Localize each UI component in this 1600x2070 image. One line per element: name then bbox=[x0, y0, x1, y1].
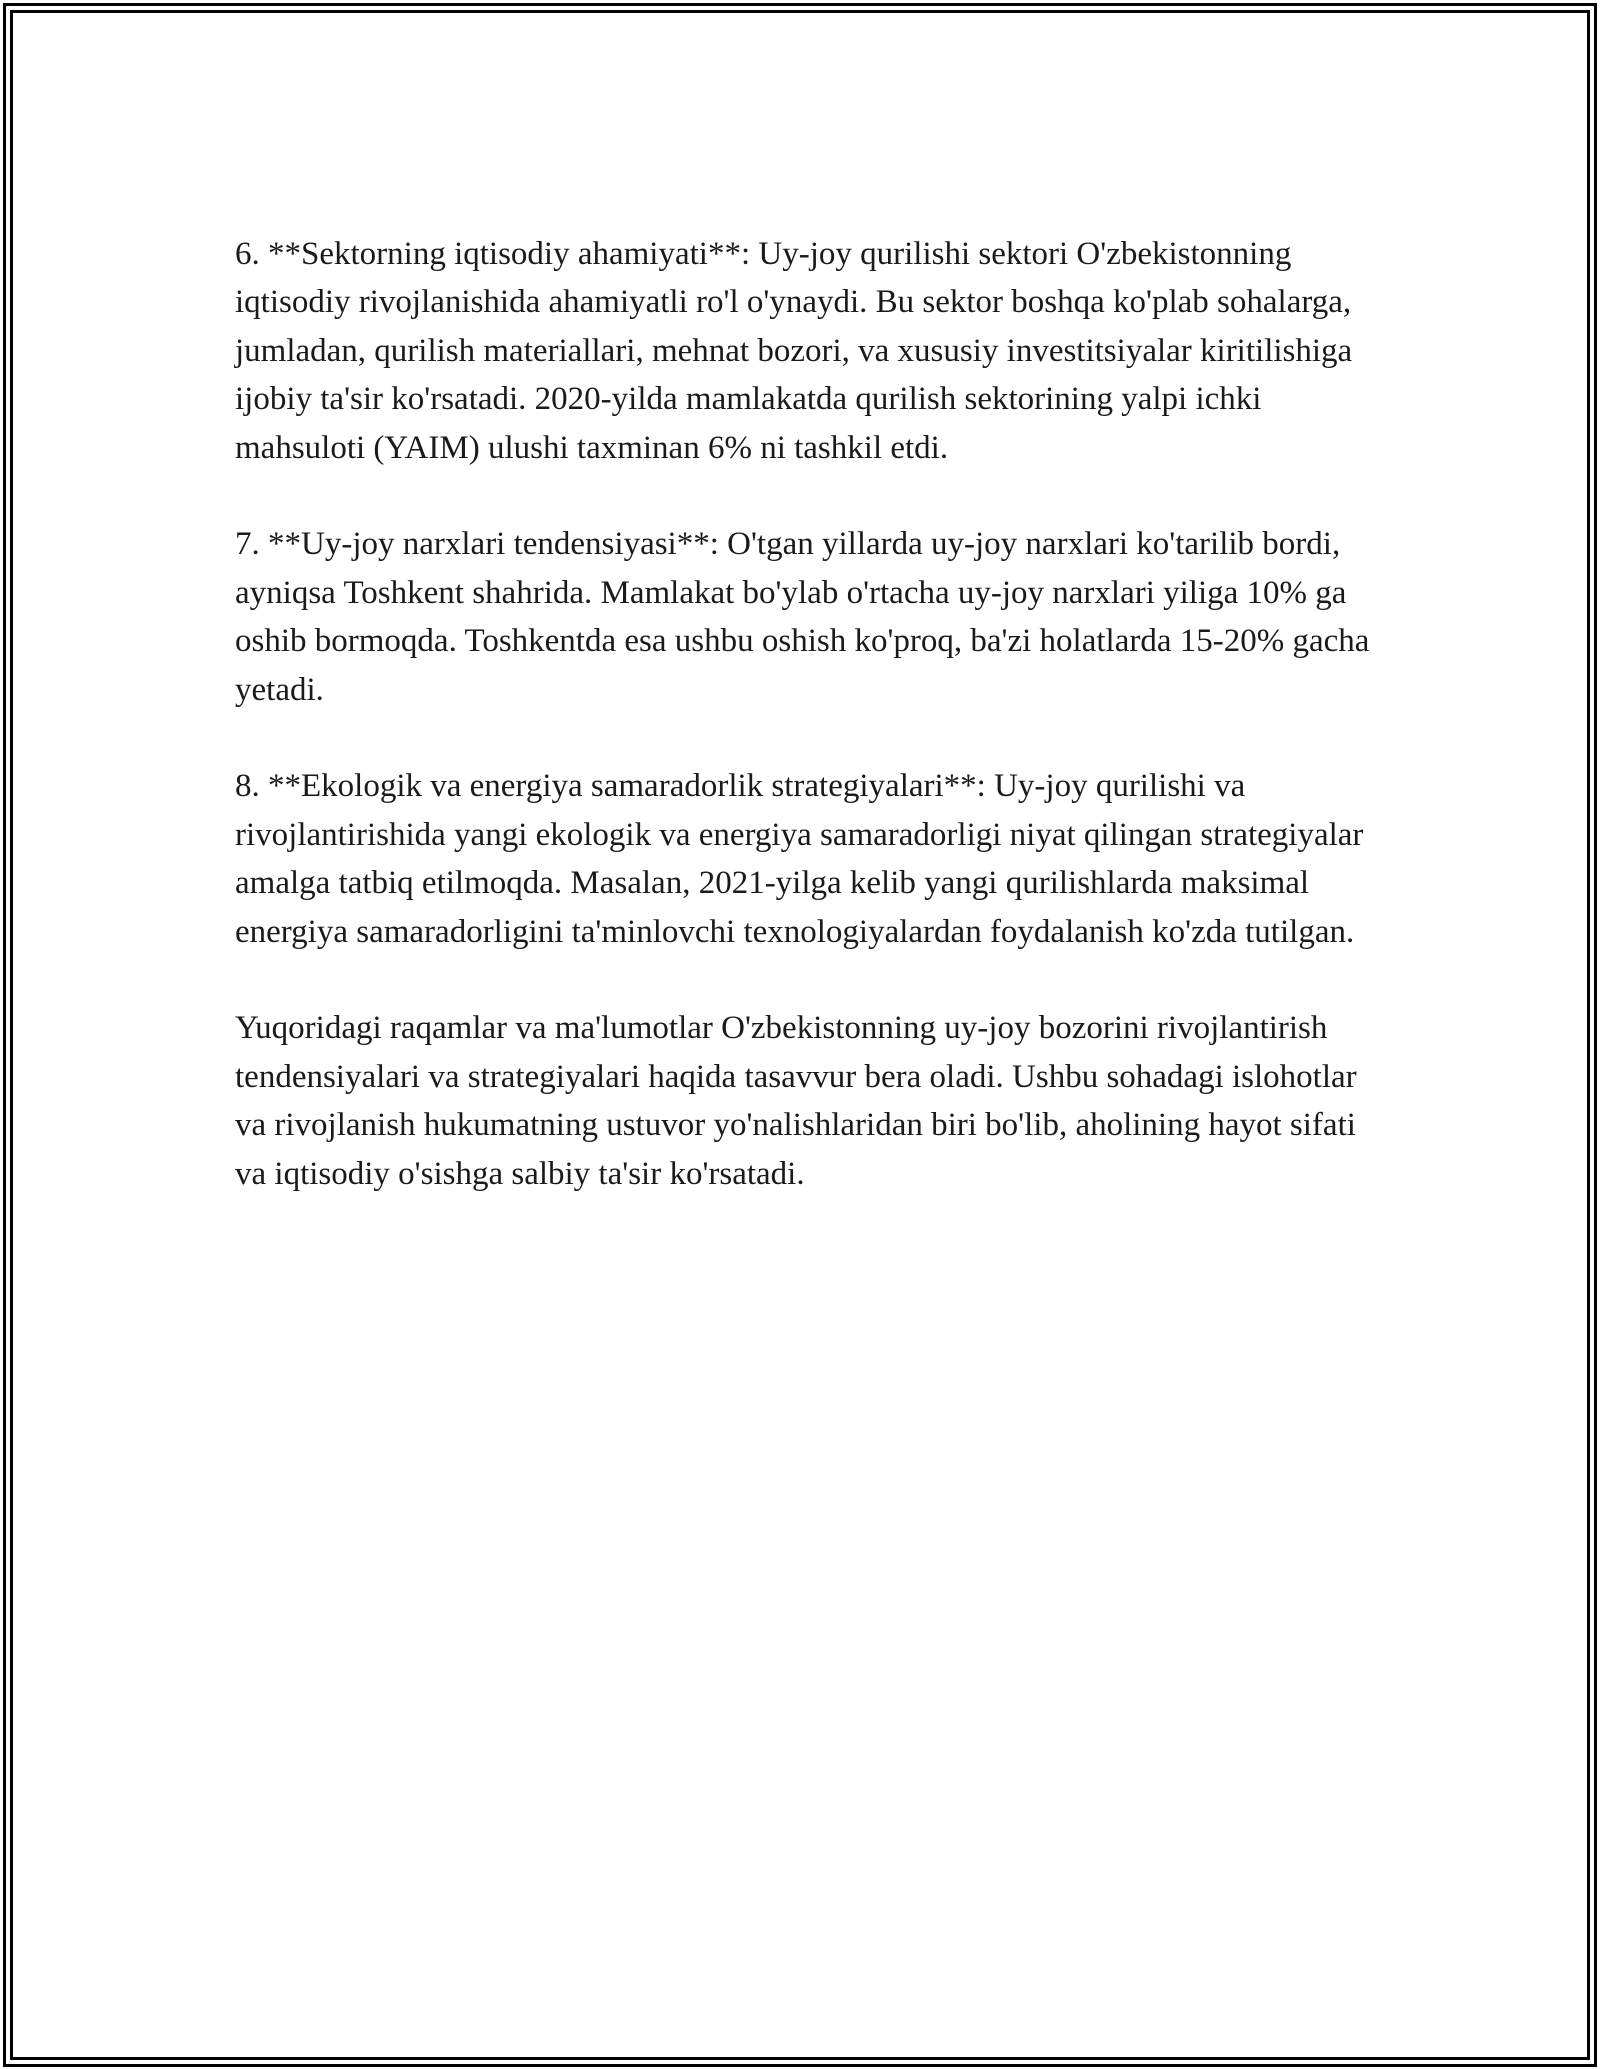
paragraph-conclusion: Yuqoridagi raqamlar va ma'lumotlar O'zbekistonning uy-joy bozorini rivojlantirish tendensiyalari va strategiyalari haqida tasavvur bera oladi. Ushbu sohadagi islohotlar va rivojlanish hukumatning ustuvor yo'nalishlaridan biri bo'lib, aholining hayot sifati va iqtisodiy o'sishga salbiy ta'sir ko'rsatadi. bbox=[235, 1010, 1357, 1192]
paragraph-housing-price-trend: 7. **Uy-joy narxlari tendensiyasi**: O'tgan yillarda uy-joy narxlari ko'tarilib bordi, ayniqsa Toshkent shahrida. Mamlakat bo'ylab o'rtacha uy-joy narxlari yiliga 10% ga oshib bormoqda. Toshkentda esa ushbu oshish ko'proq, ba'zi holatlarda 15-20% gacha yetadi. bbox=[235, 526, 1370, 708]
paragraph-ecological-energy-strategies: 8. **Ekologik va energiya samaradorlik strategiyalari**: Uy-joy qurilishi va rivojlantirishida yangi ekologik va energiya samaradorligi niyat qilingan strategiyalar amalga tatbiq etilmoqda. Masalan, 2021-yilga kelib yangi qurilishlarda maksimal energiya samaradorligini ta'minlovchi texnologiyalardan foydalanish ko'zda tutilgan. bbox=[235, 768, 1364, 950]
document-body bbox=[235, 230, 1385, 1246]
paragraph-sector-economic-importance: 6. **Sektorning iqtisodiy ahamiyati**: Uy-joy qurilishi sektori O'zbekistonning iqtisodiy rivojlanishida ahamiyatli ro'l o'ynaydi. Bu sektor boshqa ko'plab sohalarga, jumladan, qurilish materiallari, mehnat bozori, va xususiy investitsiyalar kiritilishiga ijobiy ta'sir ko'rsatadi. 2020-yilda mamlakatda qurilish sektorining yalpi ichki mahsuloti (YAIM) ulushi taxminan 6% ni tashkil etdi. bbox=[235, 236, 1353, 466]
